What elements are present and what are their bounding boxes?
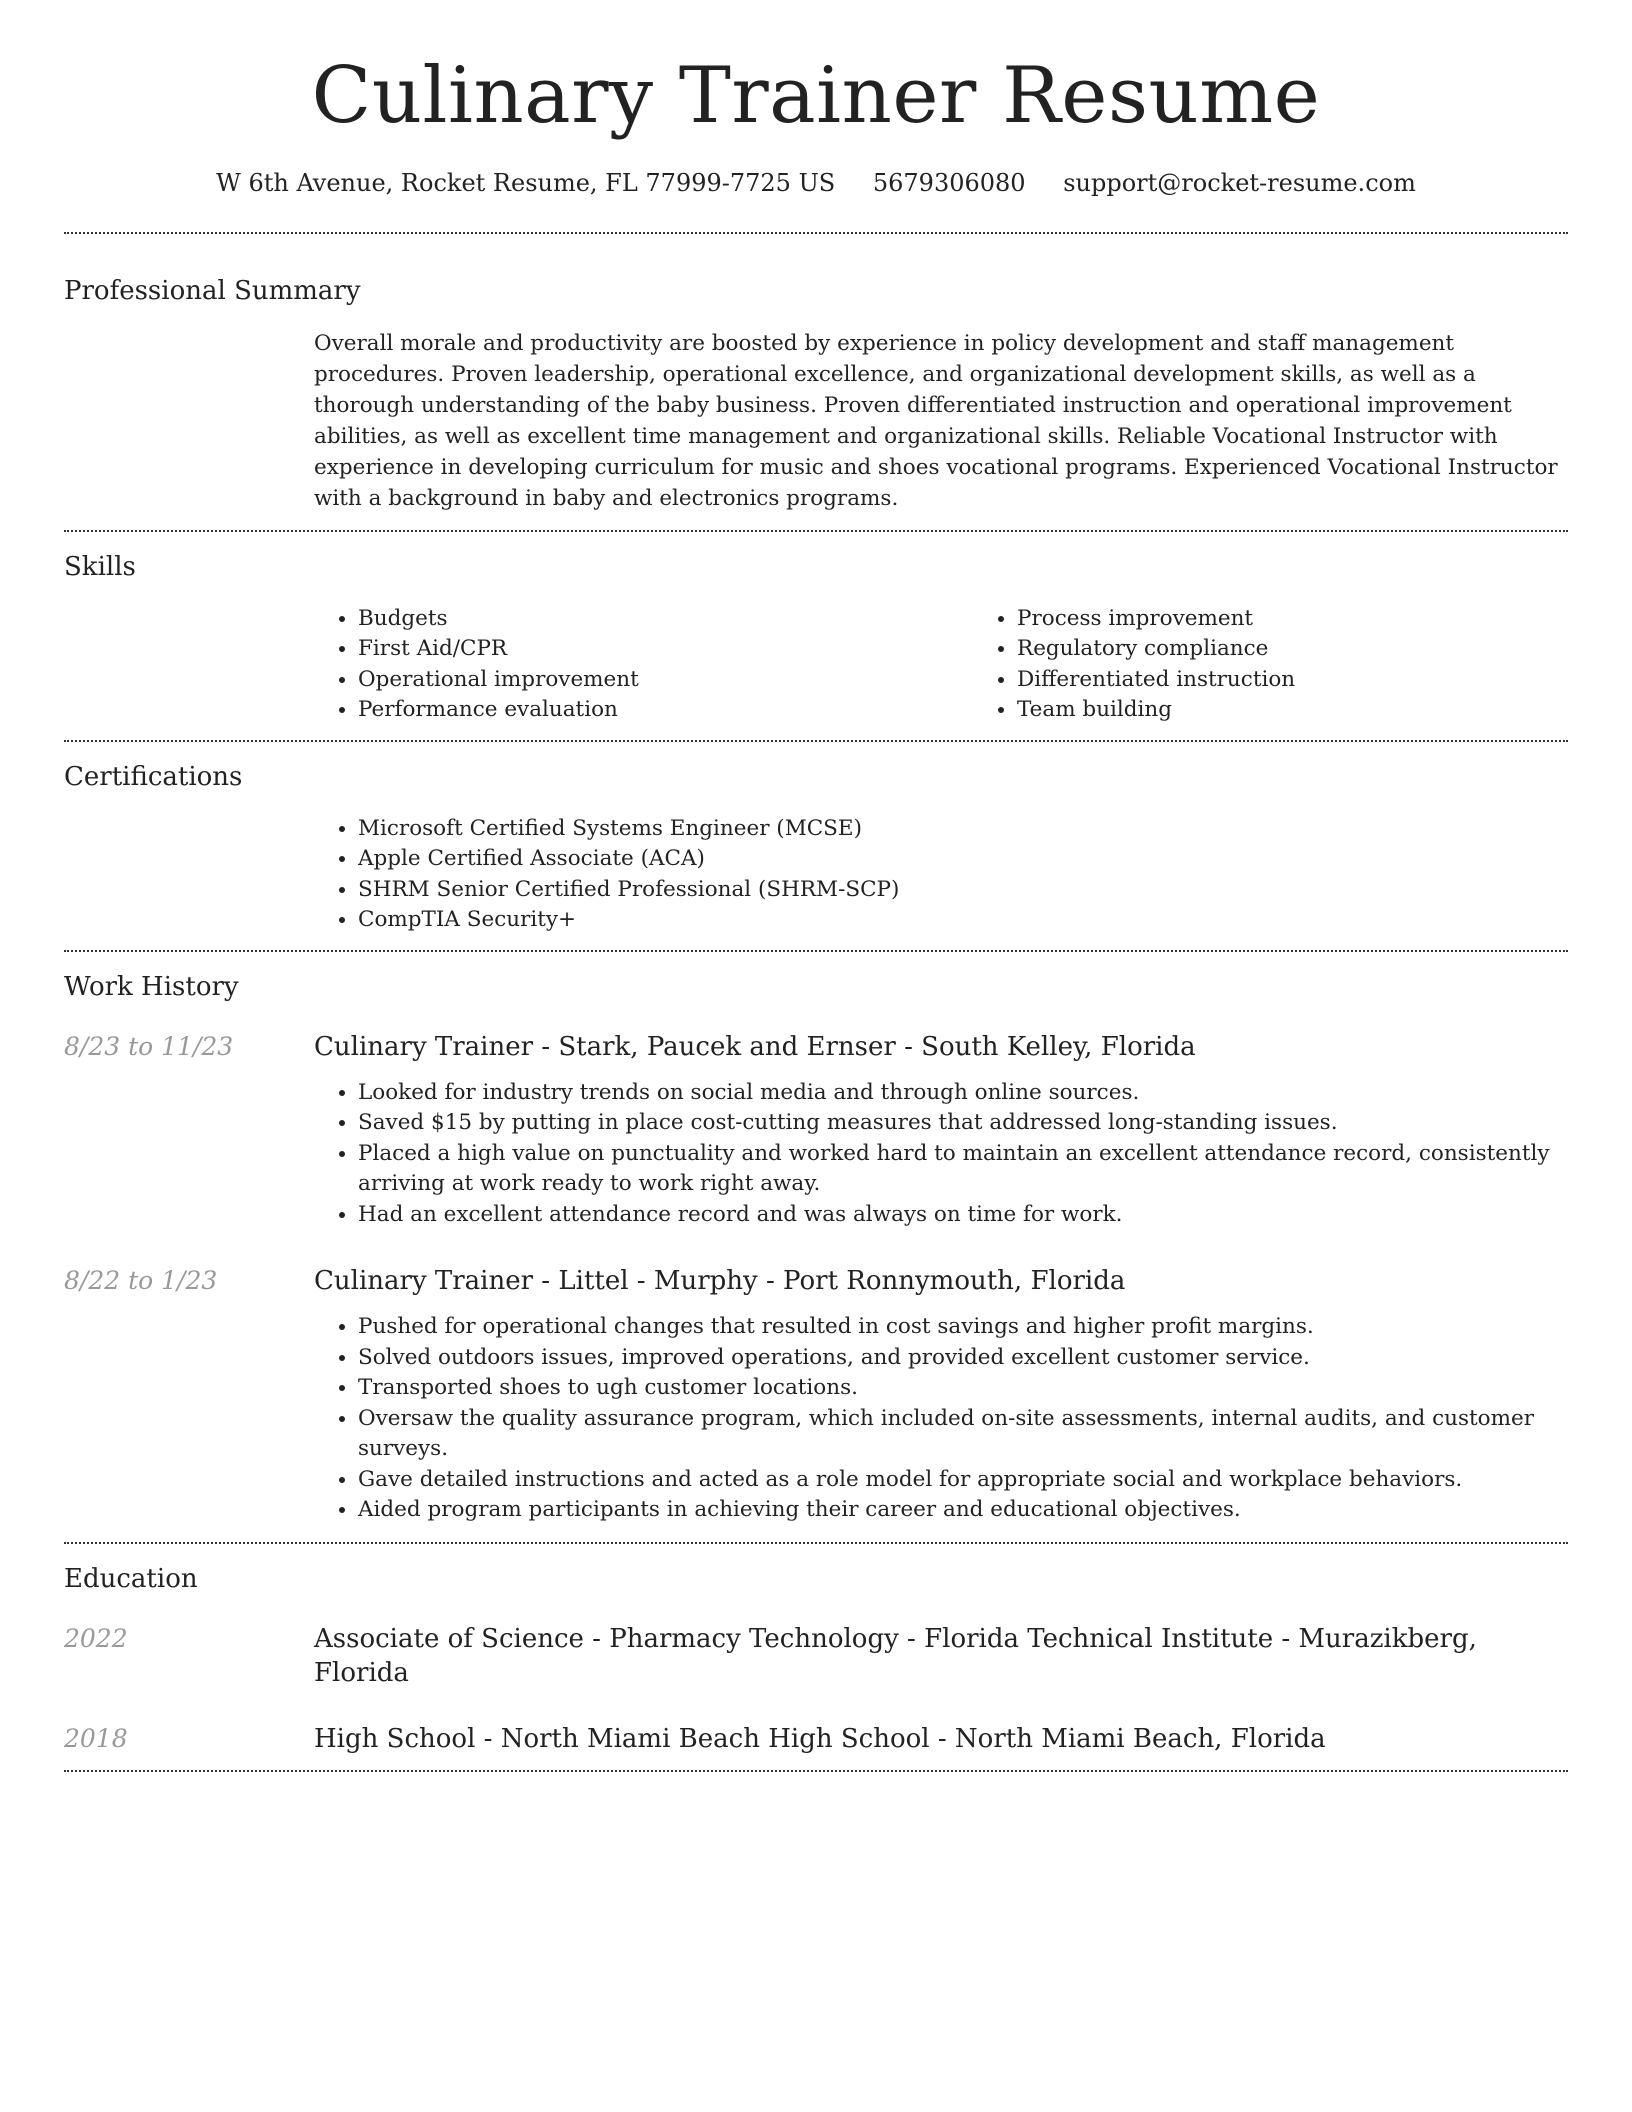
work-history-heading: Work History (64, 971, 239, 1002)
job-bullet: • Pushed for operational changes that resulted in cost savings and higher profit margins. (358, 1312, 1568, 1343)
job-bullet: • Solved outdoors issues, improved operations, and provided excellent customer service. (358, 1343, 1568, 1374)
education-year: 2018 (64, 1723, 128, 1753)
education-text: High School - North Miami Beach High School - North Miami Beach, Florida (314, 1723, 1326, 1754)
job-bullets (314, 1064, 1568, 1231)
job-bullet: • Placed a high value on punctuality and worked hard to maintain an excellent attendance record, consistently arriving at work ready to work right away. (358, 1139, 1568, 1200)
education-section (64, 1544, 1568, 1770)
certifications-list (314, 814, 1568, 936)
education-text: Associate of Science - Pharmacy Technology - Florida Technical Institute - Murazikberg, Florida (314, 1623, 1477, 1688)
job-bullet: • Saved $15 by putting in place cost-cutting measures that addressed long-standing issues. (358, 1108, 1568, 1139)
summary-section (64, 234, 1568, 530)
skills-grid (314, 584, 1632, 740)
skills-heading: Skills (64, 551, 136, 582)
certifications-heading: Certifications (64, 761, 243, 792)
job-bullet: • Aided program participants in achieving their career and educational objectives. (358, 1495, 1568, 1526)
job-bullet: • Had an excellent attendance record and was always on time for work. (358, 1200, 1568, 1231)
job-entry (64, 1004, 1568, 1231)
job-heading: Culinary Trainer - Littel - Murphy - Port Ronnymouth, Florida (314, 1266, 1126, 1297)
skill-item: • Process improvement (1017, 604, 1632, 635)
skill-item: • Budgets (358, 604, 973, 635)
skills-list-left (314, 604, 973, 726)
contact-email: support@rocket-resume.com (1063, 168, 1416, 197)
job-bullets (314, 1298, 1568, 1526)
summary-heading: Professional Summary (64, 275, 361, 306)
resume-header (64, 0, 1568, 198)
summary-text: Overall morale and productivity are boosted by experience in policy development and staff management procedures. Proven leadership, operational excellence, and organizational development skills, as well as a thorough understanding of the baby business. Proven differentiated instruction and operational improvement abilities, as well as excellent time management and organizational skills. Reliable Vocational Instructor with experience in developing curriculum for music and shoes vocational programs. Experienced Vocational Instructor with a background in baby and electronics programs. (314, 330, 1558, 511)
skill-item: • Differentiated instruction (1017, 665, 1632, 696)
contact-phone: 5679306080 (872, 168, 1026, 197)
skill-item: • Performance evaluation (358, 695, 973, 726)
certification-item: • SHRM Senior Certified Professional (SHRM-SCP) (358, 875, 1568, 906)
skill-item: • Team building (1017, 695, 1632, 726)
job-heading: Culinary Trainer - Stark, Paucek and Ernser - South Kelley, Florida (314, 1031, 1196, 1062)
education-entry (64, 1596, 1568, 1690)
education-entry (64, 1690, 1568, 1756)
job-bullet: • Gave detailed instructions and acted as a role model for appropriate social and workplace behaviors. (358, 1465, 1568, 1496)
job-bullet: • Transported shoes to ugh customer locations. (358, 1373, 1568, 1404)
certification-item: • Microsoft Certified Systems Engineer (MCSE) (358, 814, 1568, 845)
job-bullet: • Looked for industry trends on social media and through online sources. (358, 1078, 1568, 1109)
job-dates: 8/23 to 11/23 (64, 1031, 234, 1061)
skill-item: • Operational improvement (358, 665, 973, 696)
resume-title: Culinary Trainer Resume (311, 51, 1321, 141)
skill-item: • First Aid/CPR (358, 634, 973, 665)
work-history-section (64, 952, 1568, 1542)
section-divider (64, 1770, 1568, 1772)
job-bullet: • Oversaw the quality assurance program, which included on-site assessments, internal audits, and customer surveys. (358, 1404, 1568, 1465)
skills-section (64, 532, 1568, 740)
contact-address: W 6th Avenue, Rocket Resume, FL 77999-7725 US (216, 168, 836, 197)
job-entry (64, 1230, 1568, 1526)
certification-item: • Apple Certified Associate (ACA) (358, 844, 1568, 875)
skill-item: • Regulatory compliance (1017, 634, 1632, 665)
job-dates: 8/22 to 1/23 (64, 1266, 218, 1296)
contact-line (64, 168, 1568, 198)
education-year: 2022 (64, 1623, 128, 1653)
skills-list-right (973, 604, 1632, 726)
certifications-section (64, 742, 1568, 950)
education-heading: Education (64, 1563, 198, 1594)
certification-item: • CompTIA Security+ (358, 905, 1568, 936)
